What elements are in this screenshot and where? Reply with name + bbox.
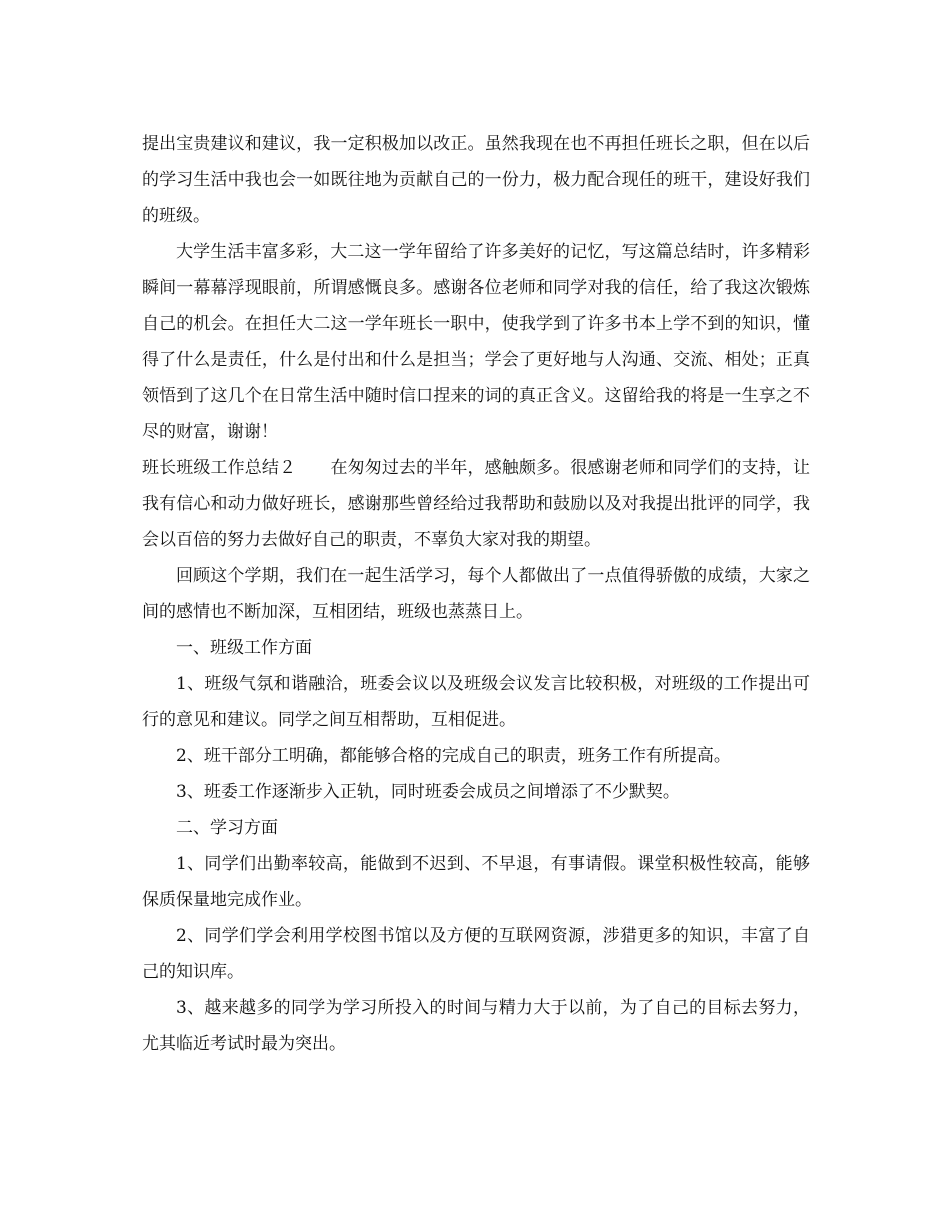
- list-item-study-3: 3、越来越多的同学为学习所投入的时间与精力大于以前，为了自己的目标去努力，尤其临近考试时最为突出。: [142, 998, 810, 1054]
- section-heading-study: 二、学习方面: [176, 818, 278, 838]
- list-item-class-work-3: 3、班委工作逐渐步入正轨，同时班委会成员之间增添了不少默契。: [176, 782, 680, 802]
- paragraph-summary-2-intro: 班长班级工作总结２ 在匆匆过去的半年，感触颇多。很感谢老师和同学们的支持，让我有信心和动力做好班长，感谢那些曾经给过我帮助和鼓励以及对我提出批评的同学，我会以百倍的努力去做好自己的职责，不辜负大家对我的期望。: [142, 458, 810, 550]
- list-item-class-work-2: 2、班干部分工明确，都能够合格的完成自己的职责，班务工作有所提高。: [176, 746, 731, 766]
- section-heading-class-work: 一、班级工作方面: [176, 638, 312, 658]
- paragraph-review: 回顾这个学期，我们在一起生活学习，每个人都做出了一点值得骄傲的成绩，大家之间的感情也不断加深，互相团结，班级也蒸蒸日上。: [142, 566, 810, 622]
- paragraph-university-life: 大学生活丰富多彩，大二这一学年留给了许多美好的记忆，写这篇总结时，许多精彩瞬间一幕幕浮现眼前，所谓感慨良多。感谢各位老师和同学对我的信任，给了我这次锻炼自己的机会。在担任大二这一学年班长一职中，使我学到了许多书本上学不到的知识，懂得了什么是责任，什么是付出和什么是担当；学会了更好地与人沟通、交流、相处；正真领悟到了这几个在日常生活中随时信口捏来的词的真正含义。这留给我的将是一生享之不尽的财富，谢谢！: [142, 242, 810, 442]
- paragraph-continued: 提出宝贵建议和建议，我一定积极加以改正。虽然我现在也不再担任班长之职，但在以后的学习生活中我也会一如既往地为贡献自己的一份力，极力配合现任的班干，建设好我们的班级。: [142, 134, 810, 226]
- list-item-study-1: 1、同学们出勤率较高，能做到不迟到、不早退，有事请假。课堂积极性较高，能够保质保量地完成作业。: [142, 854, 810, 910]
- list-item-class-work-1: 1、班级气氛和谐融洽，班委会议以及班级会议发言比较积极，对班级的工作提出可行的意见和建议。同学之间互相帮助，互相促进。: [142, 674, 810, 730]
- list-item-study-2: 2、同学们学会利用学校图书馆以及方便的互联网资源，涉猎更多的知识，丰富了自己的知识库。: [142, 926, 810, 982]
- document-body: [142, 126, 810, 1062]
